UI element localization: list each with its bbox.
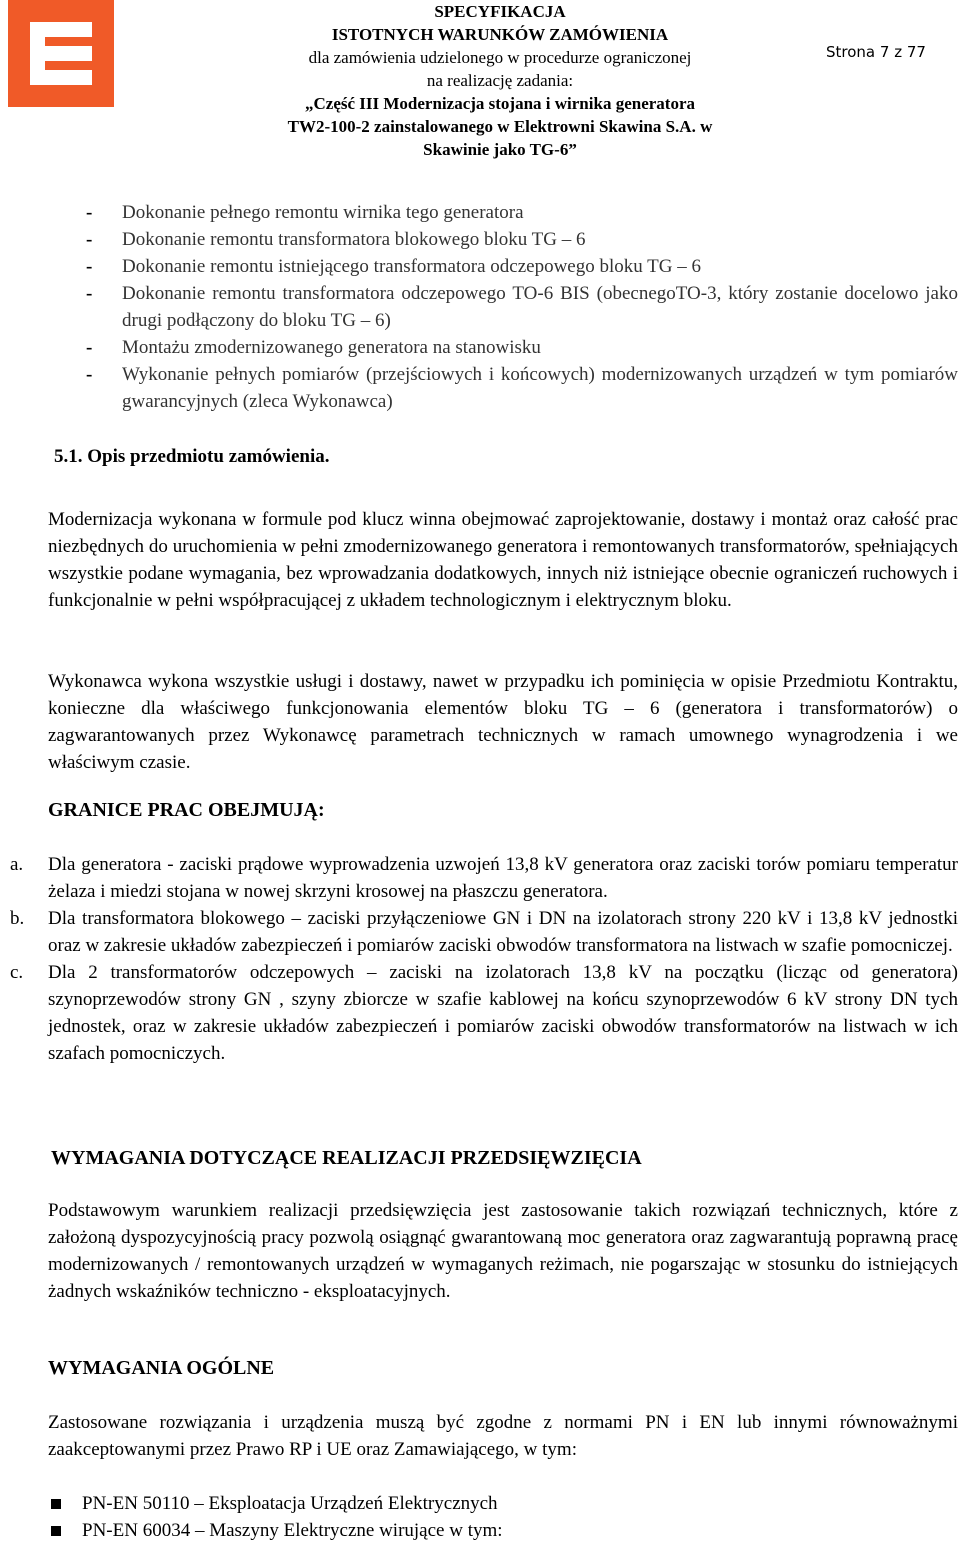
paragraph-implementation-conditions: Podstawowym warunkiem realizacji przedsięwzięcia jest zastosowanie takich rozwiązań technicznych, które z założoną dyspozycyjnością pracy pozwolą osiągnąć gwarantowaną moc generatora oraz zagwarantują poprawną pracę modernizowanych / remontowanych urządzeń w wymaganych reżimach, nie pogarszając w stosunku do istniejących żadnych wskaźników techniczno - eksploatacyjnych. bbox=[48, 1200, 958, 1302]
dash-marker: - bbox=[86, 337, 93, 358]
dash-marker: - bbox=[86, 202, 93, 223]
heading-implementation-requirements: WYMAGANIA DOTYCZĄCE REALIZACJI PRZEDSIĘWZIĘCIA bbox=[51, 1147, 642, 1169]
header-task-line3: Skawinie jako TG-6” bbox=[423, 140, 577, 159]
dash-marker: - bbox=[86, 256, 93, 277]
list-item: c. Dla 2 transformatorów odczepowych – zaciski na izolatorach 13,8 kV na początku (licząc od generatora) szynoprzewodów strony GN , szyny zbiorcze w szafie kablowej na końcu szynoprzewodów 6 kV strony DN tych jednostek, oraz w zakresie układów zabezpieczeń i pomiarów zaciski obwodów transformatorów na listwach w ich szafach pomocniczych. bbox=[10, 959, 958, 1067]
list-item: - Dokonanie remontu transformatora odczepowego TO-6 BIS (obecnegoTO-3, który zostanie docelowo jako drugi podłączony do bloku TG – 6) bbox=[86, 280, 958, 334]
paragraph-scope-description: Modernizacja wykonana w formule pod klucz winna obejmować zaprojektowanie, dostawy i montaż oraz całość prac niezbędnych do uruchomienia w pełni zmodernizowanego generatora i remontowanych transformatorów, spełniających wszystkie podane wymagania, bez wprowadzania dodatkowych, innych niż istniejące obecnie ograniczeń ruchowych i funkcjonalnie w pełni współpracującej z układem technologicznym i elektrycznym bloku. bbox=[48, 509, 958, 611]
header-task-label: na realizację zadania: bbox=[426, 71, 574, 90]
paragraph-contractor-obligations: Wykonawca wykona wszystkie usługi i dostawy, nawet w przypadku ich pominięcia w opisie Przedmiotu Kontraktu, konieczne dla właściwego funkcjonowania elementów bloku TG – 6 (generatora i transformatorów) o zagwarantowanych przez Wykonawcę parametrach technicznych w ramach umownego wynagrodzenia i we właściwym czasie. bbox=[48, 671, 958, 773]
page-number: Strona 7 z 77 bbox=[826, 43, 926, 61]
section-heading-5-1: 5.1. Opis przedmiotu zamówienia. bbox=[54, 446, 330, 467]
square-bullet-icon bbox=[51, 1526, 61, 1536]
list-marker: a. bbox=[10, 854, 24, 875]
list-item: PN-EN 50110 – Eksploatacja Urządzeń Elektrycznych bbox=[48, 1490, 948, 1517]
boundary-list bbox=[10, 851, 958, 1067]
heading-work-boundaries: GRANICE PRAC OBEJMUJĄ: bbox=[48, 799, 325, 821]
list-item: PN-EN 60034 – Maszyny Elektryczne wirujące w tym: bbox=[48, 1517, 948, 1544]
list-item: - Wykonanie pełnych pomiarów (przejściowych i końcowych) modernizowanych urządzeń w tym pomiarów gwarancyjnych (zleca Wykonawca) bbox=[86, 361, 958, 415]
list-item: b. Dla transformatora blokowego – zaciski przyłączeniowe GN i DN na izolatorach strony 220 kV i 13,8 kV jednostki oraz w zakresie układów zabezpieczeń i pomiarów zaciski obwodów transformatora na listwach w szafie pomocniczej. bbox=[10, 905, 958, 959]
dash-marker: - bbox=[86, 364, 93, 385]
scope-list bbox=[86, 199, 958, 415]
list-marker: c. bbox=[10, 962, 24, 983]
paragraph-standards-intro: Zastosowane rozwiązania i urządzenia muszą być zgodne z normami PN i EN lub innymi równoważnymi zaakceptowanymi przez Prawo RP i UE oraz Zamawiającego, w tym: bbox=[48, 1412, 958, 1460]
dash-marker: - bbox=[86, 229, 93, 250]
list-item: a. Dla generatora - zaciski prądowe wyprowadzenia uzwojeń 13,8 kV generatora oraz zaciski torów pomiaru temperatur żelaza i miedzi stojana w nowej skrzyni krosowej na płaszczu generatora. bbox=[10, 851, 958, 905]
list-item: - Dokonanie remontu transformatora blokowego bloku TG – 6 bbox=[86, 226, 958, 253]
header-task-line1: „Część III Modernizacja stojana i wirnika generatora bbox=[305, 94, 695, 113]
header-task-line2: TW2-100-2 zainstalowanego w Elektrowni Skawina S.A. w bbox=[287, 117, 713, 136]
header-subtitle: ISTOTNYCH WARUNKÓW ZAMÓWIENIA bbox=[331, 25, 669, 44]
document-header bbox=[210, 0, 790, 161]
header-procedure: dla zamówienia udzielonego w procedurze ograniczonej bbox=[308, 48, 692, 67]
list-marker: b. bbox=[10, 908, 25, 929]
dash-marker: - bbox=[86, 283, 93, 304]
heading-general-requirements: WYMAGANIA OGÓLNE bbox=[48, 1357, 275, 1379]
list-item: - Montażu zmodernizowanego generatora na stanowisku bbox=[86, 334, 958, 361]
header-title: SPECYFIKACJA bbox=[434, 2, 566, 21]
list-item: - Dokonanie pełnego remontu wirnika tego generatora bbox=[86, 199, 958, 226]
list-item: - Dokonanie remontu istniejącego transformatora odczepowego bloku TG – 6 bbox=[86, 253, 958, 280]
square-bullet-icon bbox=[51, 1499, 61, 1509]
company-logo bbox=[8, 0, 114, 107]
standards-list bbox=[48, 1490, 948, 1544]
